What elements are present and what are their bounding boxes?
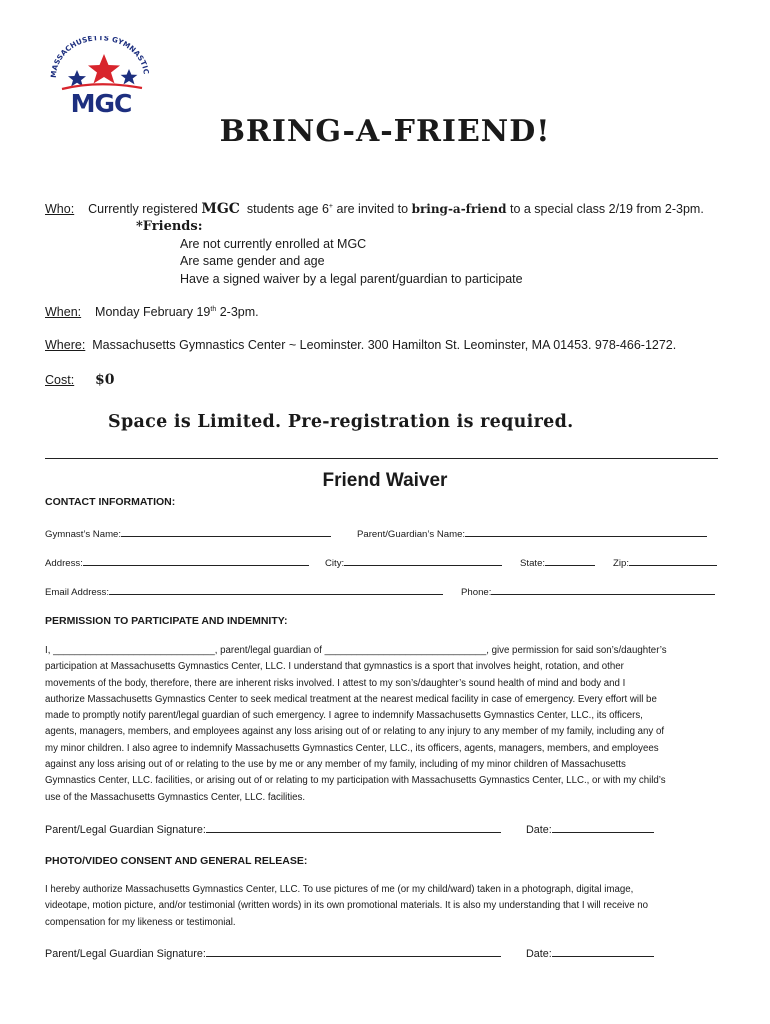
photo-heading: PHOTO/VIDEO CONSENT AND GENERAL RELEASE: [45, 855, 308, 867]
who-bring-a-friend: bring-a-friend [411, 202, 507, 216]
phone-field [461, 585, 715, 598]
when-line [45, 305, 259, 319]
state-input[interactable] [545, 556, 595, 566]
signature-input-2[interactable] [206, 946, 501, 957]
date-field [526, 822, 654, 836]
date-input-2[interactable] [552, 946, 654, 957]
state-label: State: [520, 558, 546, 569]
date-input[interactable] [552, 822, 654, 833]
address-label: Address: [45, 558, 83, 569]
city-input[interactable] [344, 556, 502, 566]
photo-line: videotape, motion picture, and/or testimonial (written words) in its own promotional materials. It is also my understanding that I will receive no [45, 900, 649, 912]
friends-criterion-1: Are not currently enrolled at MGC [180, 237, 367, 251]
date-label-2: Date: [526, 948, 552, 960]
email-label: Email Address: [45, 587, 109, 598]
logo-star-blue-left [68, 70, 86, 87]
where-line [45, 338, 676, 352]
signature-field [45, 822, 501, 836]
phone-input[interactable] [491, 585, 715, 595]
gymnast-name-input[interactable] [121, 527, 331, 537]
section-divider [45, 458, 718, 459]
friends-heading: *Friends: [136, 219, 203, 234]
who-pre: Currently registered [88, 202, 198, 216]
who-post: to a special class 2/19 from 2-3pm. [509, 202, 704, 216]
mgc-logo [44, 36, 154, 116]
gymnast-name-label: Gymnast’s Name: [45, 529, 122, 540]
photo-line: compensation for my likeness or testimonial. [45, 916, 236, 928]
signature-field-2 [45, 946, 501, 960]
permission-line: participation at Massachusetts Gymnastics Center, LLC. I understand that gymnastics is a sport that involves height, rotation, and other [45, 661, 624, 673]
signature-label-2: Parent/Legal Guardian Signature: [45, 948, 206, 960]
permission-line: against any loss arising out of or relating to the use by me or any member of my family, including of my minor children of Massachusetts [45, 759, 626, 771]
parent-name-label: Parent/Guardian’s Name: [357, 529, 466, 540]
permission-line: my minor children. I also agree to indemnify Massachusetts Gymnastics Center, LLC., its officers, agents, managers, members, and employees [45, 742, 659, 754]
email-input[interactable] [109, 585, 443, 595]
phone-label: Phone: [461, 587, 492, 598]
cost-label: Cost: [45, 373, 75, 387]
logo-monogram: MGC [70, 89, 132, 116]
permission-line: agents, managers, members, and employees against any loss arising out of or relating to any injury to any member of my family, including any of [45, 726, 665, 738]
friends-criterion-3: Have a signed waiver by a legal parent/guardian to participate [180, 272, 523, 286]
parent-name-field [357, 527, 707, 540]
when-time: 2-3pm. [219, 305, 259, 319]
flyer-title: BRING-A-FRIEND! [219, 114, 551, 149]
friends-criterion-2: Are same gender and age [180, 254, 325, 268]
when-sup: th [210, 305, 217, 313]
parent-name-input[interactable] [465, 527, 707, 537]
logo-star-blue-right [121, 69, 138, 84]
photo-line: I hereby authorize Massachusetts Gymnastics Center, LLC. To use pictures of me (or my child/ward) taken in a photograph, digital image, [45, 884, 634, 895]
city-field [325, 556, 502, 569]
who-mid: students age 6 [246, 202, 329, 216]
who-label: Who: [45, 202, 75, 216]
when-label: When: [45, 305, 82, 319]
permission-line: use of the Massachusetts Gymnastics Center, LLC. facilities. [45, 791, 306, 803]
permission-paragraph [45, 643, 725, 806]
permission-line: made to promptly notify parent/legal guardian of such emergency. I agree to indemnify Massachusetts Gymnastics Center, LLC., its officers, [45, 710, 643, 722]
permission-line: movements of the body, therefore, there are inherent risks involved. I attest to my son’s/daughter’s sound health of mind and body and I [45, 677, 626, 689]
city-label: City: [325, 558, 345, 569]
zip-field [613, 556, 717, 569]
permission-line: Gymnastics Center, LLC. facilities, or arising out of or relating to my participation with Massachusetts Gymnastics Center, LLC., or with my child’s [45, 775, 666, 787]
zip-input[interactable] [629, 556, 717, 566]
where-label: Where: [45, 338, 86, 352]
photo-paragraph [45, 882, 725, 931]
date-label: Date: [526, 824, 552, 836]
signature-label: Parent/Legal Guardian Signature: [45, 824, 206, 836]
address-field [45, 556, 309, 569]
contact-heading: CONTACT INFORMATION: [45, 496, 176, 508]
email-field [45, 585, 443, 598]
address-input[interactable] [83, 556, 309, 566]
who-mgc: MGC [201, 201, 240, 217]
when-date: Monday February 19 [95, 305, 211, 319]
logo-star-red [88, 54, 120, 84]
permission-line: authorize Massachusetts Gymnastics Center to seek medical treatment at the nearest medical facility in case of emergency. Every effort will be [45, 693, 657, 705]
cost-value: $0 [95, 372, 115, 388]
where-text: Massachusetts Gymnastics Center ~ Leominster. 300 Hamilton St. Leominster, MA 01453. 978-466-1272. [92, 338, 677, 352]
signature-input[interactable] [206, 822, 501, 833]
cost-line [45, 372, 115, 388]
who-invited: are invited to [336, 202, 409, 216]
logo-graphic [44, 36, 154, 116]
state-field [520, 556, 595, 569]
who-sup: + [328, 202, 334, 210]
logo-arc-text: MASSACHUSETTS GYMNASTIC [48, 36, 151, 79]
who-line [45, 201, 704, 217]
waiver-title: Friend Waiver [322, 470, 448, 491]
gymnast-name-field [45, 527, 331, 540]
date-field-2 [526, 946, 654, 960]
permission-heading: PERMISSION TO PARTICIPATE AND INDEMNITY: [45, 615, 288, 627]
space-limited-notice: Space is Limited. Pre-registration is required. [108, 412, 574, 432]
zip-label: Zip: [613, 558, 629, 569]
permission-line: I, ______________________________, parent/legal guardian of ______________________________, give permission for said son’s/daughter’s [45, 645, 667, 656]
